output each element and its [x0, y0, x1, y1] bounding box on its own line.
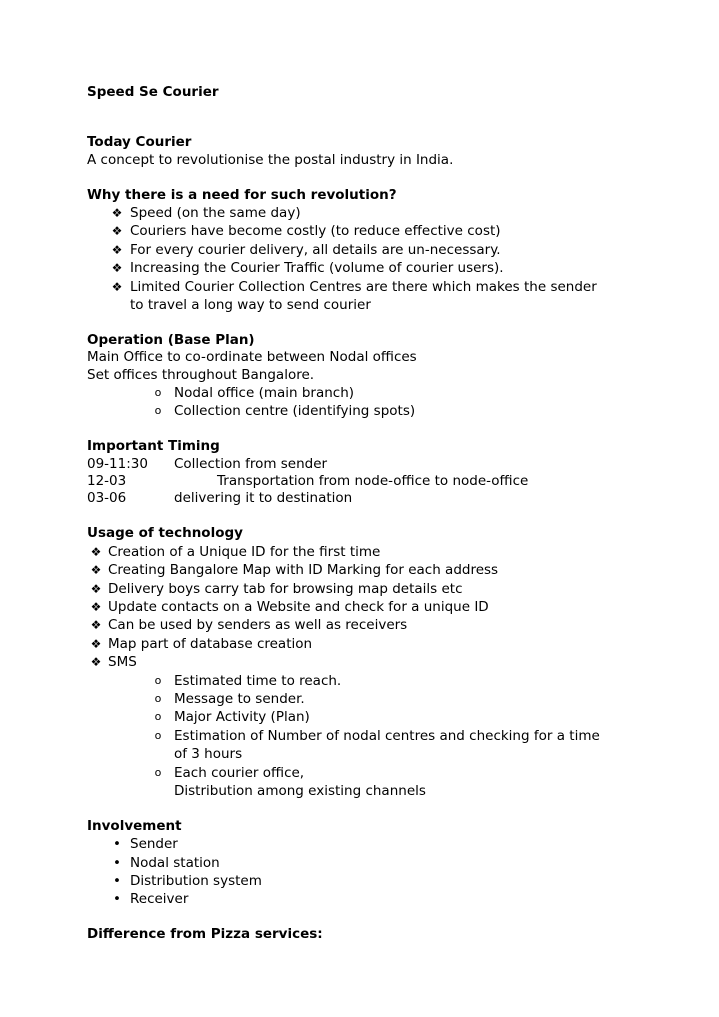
- list-item: o Nodal office (main branch): [87, 384, 647, 402]
- diamond-bullet-icon: ❖: [90, 544, 102, 559]
- list-item: ❖ Limited Courier Collection Centres are there which makes the sender: [87, 278, 647, 296]
- dot-bullet-icon: •: [113, 854, 121, 871]
- diamond-bullet-icon: ❖: [111, 206, 123, 221]
- diamond-bullet-icon: ❖: [111, 242, 123, 257]
- list-item: • Sender: [87, 835, 647, 853]
- timing-row: 09-11:30 Collection from sender: [87, 455, 328, 472]
- list-item: ❖ Creating Bangalore Map with ID Marking for each address: [87, 561, 647, 579]
- list-item-continuation: Distribution among existing channels: [174, 782, 426, 799]
- list-item: o Message to sender.: [87, 690, 647, 708]
- list-item: ❖ For every courier delivery, all details are un-necessary.: [87, 241, 647, 259]
- list-item: o Major Activity (Plan): [87, 708, 647, 726]
- circle-bullet-icon: o: [154, 386, 162, 400]
- circle-bullet-icon: o: [154, 673, 162, 687]
- diamond-bullet-icon: ❖: [111, 224, 123, 239]
- diamond-bullet-icon: ❖: [90, 581, 102, 596]
- list-item: ❖ Couriers have become costly (to reduce effective cost): [87, 222, 647, 240]
- list-item: ❖ Creation of a Unique ID for the first time: [87, 543, 647, 561]
- list-item: • Distribution system: [87, 872, 647, 890]
- timing-row: 12-03 Transportation from node-office to node-office: [87, 473, 529, 490]
- list-item: • Nodal station: [87, 854, 647, 872]
- list-item: ❖ Map part of database creation: [87, 635, 647, 653]
- involvement-heading: Involvement: [87, 817, 182, 834]
- technology-heading: Usage of technology: [87, 525, 243, 542]
- circle-bullet-icon: o: [154, 765, 162, 779]
- today-heading: Today Courier: [87, 134, 192, 151]
- list-item: ❖ Update contacts on a Website and check for a unique ID: [87, 598, 647, 616]
- circle-bullet-icon: o: [154, 691, 162, 705]
- operation-line: Set offices throughout Bangalore.: [87, 366, 315, 383]
- document-page: [87, 84, 647, 944]
- diamond-bullet-icon: ❖: [90, 563, 102, 578]
- list-item: o Each courier office,: [87, 764, 647, 782]
- diamond-bullet-icon: ❖: [90, 599, 102, 614]
- list-item: ❖ Increasing the Courier Traffic (volume of courier users).: [87, 259, 647, 277]
- list-item: o Collection centre (identifying spots): [87, 402, 647, 420]
- diamond-bullet-icon: ❖: [90, 636, 102, 651]
- timing-heading: Important Timing: [87, 438, 220, 455]
- dot-bullet-icon: •: [113, 872, 121, 889]
- list-item: o Estimation of Number of nodal centres and checking for a time: [87, 727, 647, 745]
- list-item: ❖ SMS: [87, 653, 647, 671]
- circle-bullet-icon: o: [154, 728, 162, 742]
- circle-bullet-icon: o: [154, 710, 162, 724]
- list-item: o Estimated time to reach.: [87, 672, 647, 690]
- difference-heading: Difference from Pizza services:: [87, 926, 323, 943]
- operation-heading: Operation (Base Plan): [87, 331, 255, 348]
- list-item: ❖ Can be used by senders as well as receivers: [87, 616, 647, 634]
- list-item: ❖ Speed (on the same day): [87, 204, 647, 222]
- list-item: ❖ Delivery boys carry tab for browsing map details etc: [87, 580, 647, 598]
- diamond-bullet-icon: ❖: [111, 261, 123, 276]
- list-item-continuation: of 3 hours: [174, 746, 243, 763]
- operation-line: Main Office to co-ordinate between Nodal offices: [87, 349, 417, 366]
- diamond-bullet-icon: ❖: [90, 655, 102, 670]
- dot-bullet-icon: •: [113, 891, 121, 908]
- list-item-continuation: to travel a long way to send courier: [130, 297, 371, 314]
- diamond-bullet-icon: ❖: [90, 618, 102, 633]
- why-heading: Why there is a need for such revolution?: [87, 186, 397, 203]
- list-item: • Receiver: [87, 890, 647, 908]
- diamond-bullet-icon: ❖: [111, 279, 123, 294]
- document-title: Speed Se Courier: [87, 84, 219, 100]
- dot-bullet-icon: •: [113, 836, 121, 853]
- circle-bullet-icon: o: [154, 404, 162, 418]
- today-text: A concept to revolutionise the postal industry in India.: [87, 151, 454, 168]
- timing-row: 03-06 delivering it to destination: [87, 490, 353, 507]
